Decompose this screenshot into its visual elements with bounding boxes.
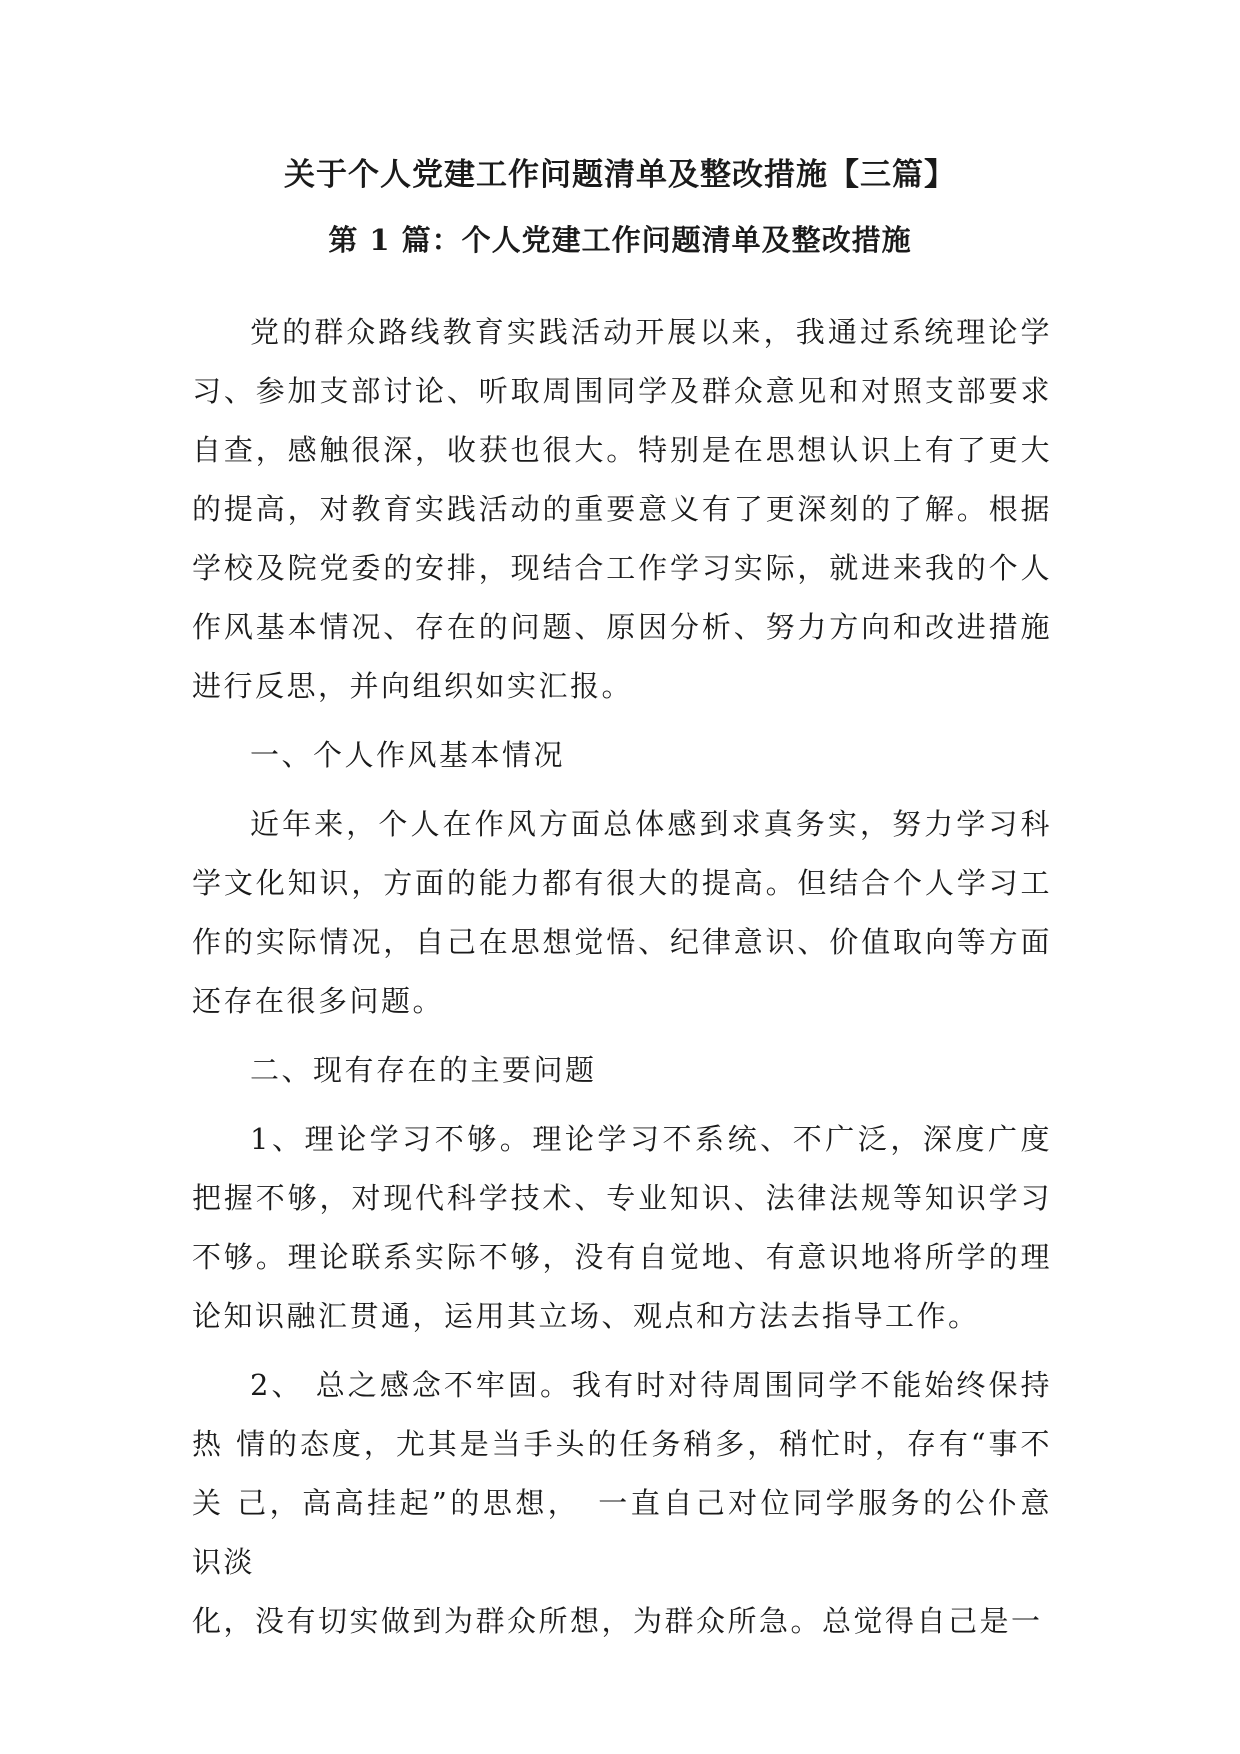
document-title: 关于个人党建工作问题清单及整改措施【三篇】 [284,157,956,193]
paragraph-basic-situation: 近年来，个人在作风方面总体感到求真务实，努力学习科学文化知识，方面的能力都有很大的提高。但结合个人学习工作的实际情况，自己在思想觉悟、纪律意识、价值取向等方面还存在很多问题。 [192,807,1052,1018]
document-body [192,303,1052,1651]
paragraph-problem-2: 2、 总之感念不牢固。我有时对待周围同学不能始终保持热 情的态度，尤其是当手头的任务稍多，稍忙时，存有“事不关 己，高高挂起”的思想， 一直自己对位同学服务的公仆意识淡 [192,1368,1052,1579]
paragraph-continuation: 化，没有切实做到为群众所想，为群众所急。总觉得自己是一 [192,1604,1043,1638]
section-heading-1: 一、个人作风基本情况 [250,738,566,772]
document-subtitle: 第 1 篇：个人党建工作问题清单及整改措施 [328,223,912,257]
paragraph-intro: 党的群众路线教育实践活动开展以来，我通过系统理论学习、参加支部讨论、听取周围同学及群众意见和对照支部要求自查，感触很深，收获也很大。特别是在思想认识上有了更大的提高，对教育实践活动的重要意义有了更深刻的了解。根据学校及院党委的安排，现结合工作学习实际，就进来我的个人作风基本情况、存在的问题、原因分析、努力方向和改进措施进行反思，并向组织如实汇报。 [192,315,1052,703]
section-heading-2: 二、现有存在的主要问题 [250,1053,597,1087]
paragraph-problem-1: 1、理论学习不够。理论学习不系统、不广泛，深度广度把握不够，对现代科学技术、专业知识、法律法规等知识学习不够。理论联系实际不够，没有自觉地、有意识地将所学的理论知识融汇贯通，运用其立场、观点和方法去指导工作。 [192,1122,1052,1333]
